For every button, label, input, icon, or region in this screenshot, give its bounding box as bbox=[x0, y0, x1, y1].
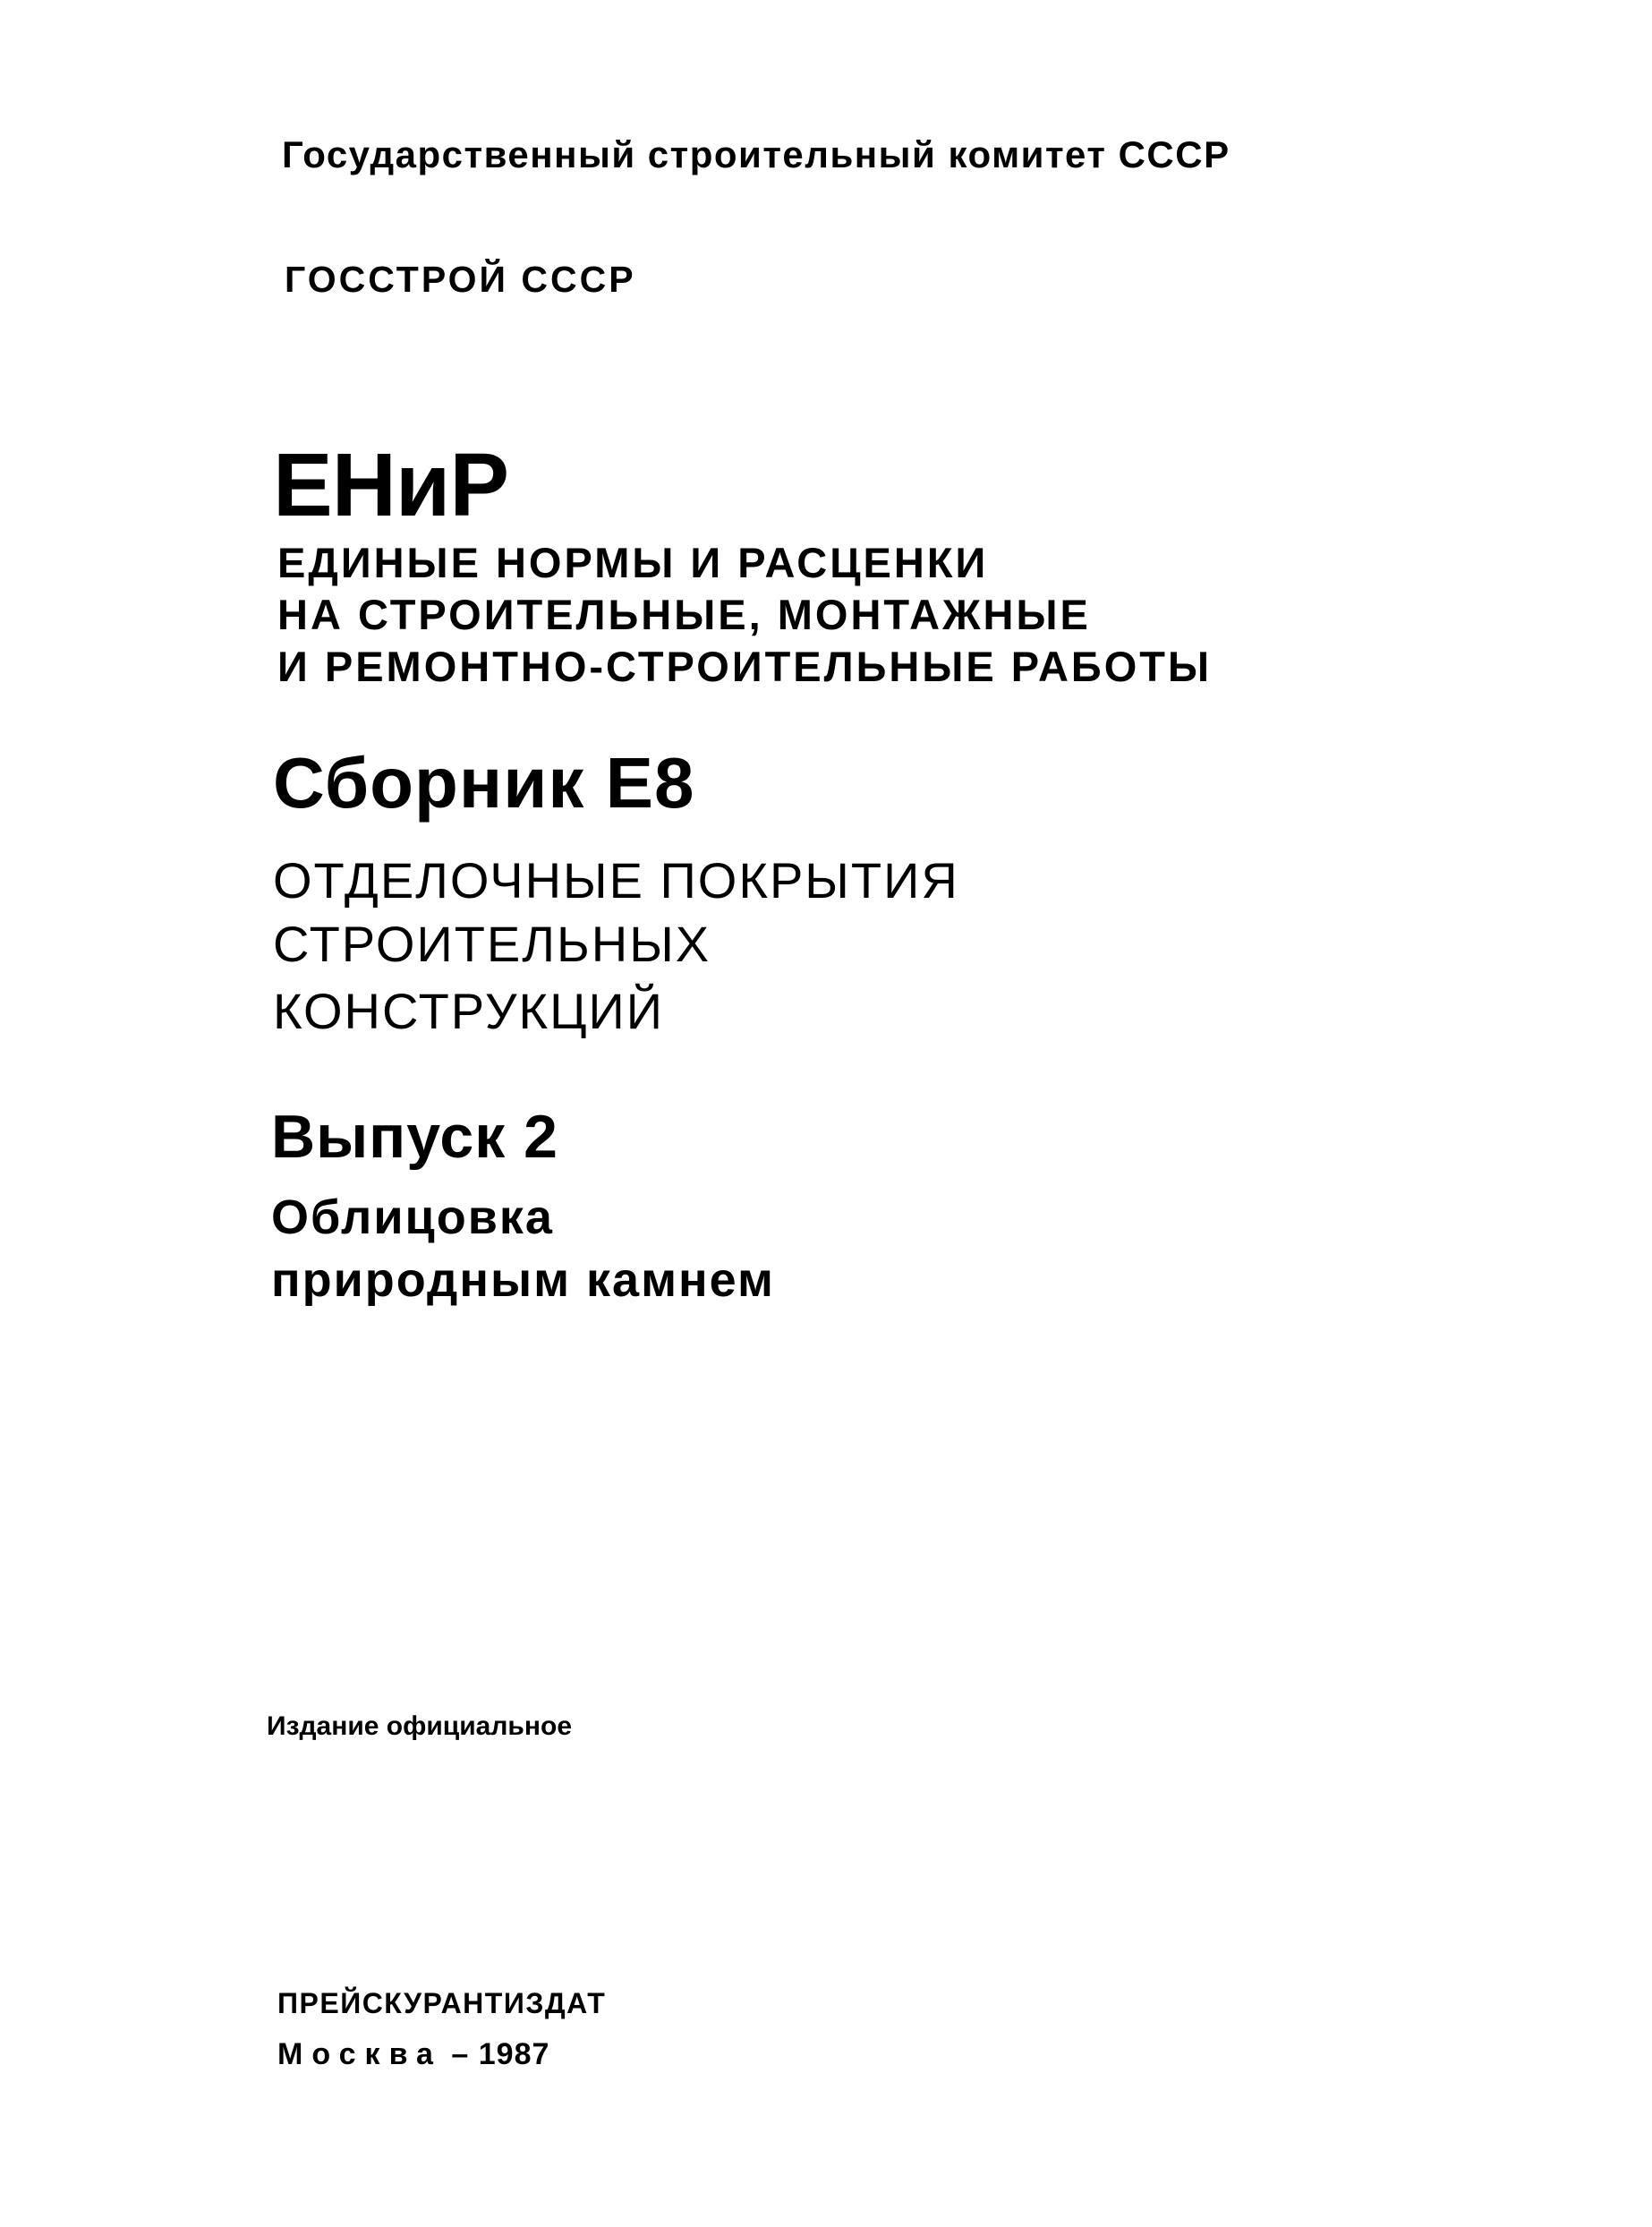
issue-label: Выпуск 2 bbox=[271, 1103, 558, 1171]
edition-note: Издание официальное bbox=[267, 1711, 573, 1741]
committee-abbreviation: ГОССТРОЙ СССР bbox=[285, 259, 636, 300]
imprint-city-year bbox=[277, 2039, 549, 2069]
imprint-city: Москва bbox=[277, 2037, 442, 2071]
collection-title-line: ОТДЕЛОЧНЫЕ ПОКРЫТИЯ bbox=[273, 852, 959, 909]
issue-title-line: Облицовка bbox=[271, 1190, 554, 1244]
collection-title-line: СТРОИТЕЛЬНЫХ bbox=[273, 916, 711, 972]
collection-title-line: КОНСТРУКЦИЙ bbox=[273, 983, 665, 1039]
norms-title-line: ЕДИНЫЕ НОРМЫ И РАСЦЕНКИ bbox=[277, 539, 989, 586]
norms-acronym: ЕНиР bbox=[273, 435, 509, 535]
norms-title-line: И РЕМОНТНО-СТРОИТЕЛЬНЫЕ РАБОТЫ bbox=[277, 643, 1212, 690]
imprint-year: 1987 bbox=[478, 2037, 550, 2071]
issue-title-line: природным камнем bbox=[271, 1253, 775, 1307]
committee-name: Государственный строительный комитет СССР bbox=[282, 133, 1230, 175]
collection-label: Сборник Е8 bbox=[273, 743, 695, 823]
imprint-separator: – bbox=[441, 2037, 479, 2071]
norms-title-line: НА СТРОИТЕЛЬНЫЕ, МОНТАЖНЫЕ bbox=[277, 591, 1091, 638]
publisher-name: ПРЕЙСКУРАНТИЗДАТ bbox=[277, 1987, 607, 2019]
